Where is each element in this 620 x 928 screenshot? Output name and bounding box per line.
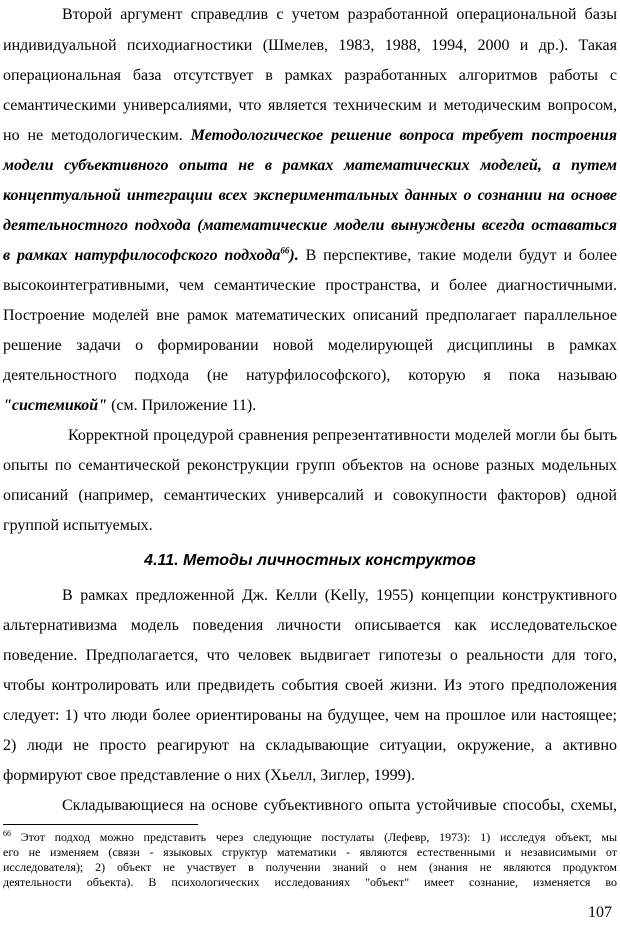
- paragraph-line: В рамках предложенной Дж. Келли (Kelly, 1955) концепции конструктивного: [62, 587, 617, 604]
- footnote-line: [3, 830, 617, 845]
- footnote-marker: 66: [3, 829, 11, 838]
- plain-text: В перспективе, такие модели будут и более: [298, 247, 617, 264]
- emphasis-line: деятельностного подхода (математические модели вынуждены всегда оставаться: [3, 217, 617, 234]
- emphasis-text: Методологическое решение вопроса требует построения: [190, 127, 617, 144]
- paragraph-line: высокоинтегративными, чем семантические пространства, и более диагностичными.: [3, 277, 617, 294]
- paragraph-line: деятельностного подхода (не натурфилософского), которую я пока называю: [3, 367, 617, 384]
- paragraph-line: альтернативизма модель поведения личности описывается как исследовательское: [3, 617, 617, 634]
- paragraph-line: описаний (например, семантических универсалий и совокупности факторов) одной: [3, 487, 617, 504]
- section-heading: 4.11. Методы личностных конструктов: [144, 552, 476, 569]
- paragraph-line: Построение моделей вне рамок математических описаний предполагает параллельное: [3, 307, 617, 324]
- paragraph-line: операциональная база отсутствует в рамках разработанных алгоритмов работы с: [3, 67, 617, 84]
- paragraph-line: группой испытуемых.: [3, 517, 153, 534]
- paragraph-line: следует: 1) что люди более ориентированы на будущее, чем на прошлое или настоящее;: [3, 707, 617, 724]
- paragraph-line: семантическими универсалиями, что является техническим и методическим вопросом,: [3, 97, 617, 114]
- paragraph-line: Второй аргумент справедлив с учетом разработанной операциональной базы: [62, 6, 617, 23]
- emphasis-text: в рамках натурфилософского подхода: [3, 247, 281, 264]
- footnote-separator: [3, 824, 198, 825]
- footnote-line: деятельности объекта). В психологических исследованиях "объект" имеет сознание, изменяется во: [3, 875, 617, 889]
- plain-text: (см. Приложение 11).: [107, 397, 257, 414]
- footnote-text: Этот подход можно представить через следующие постулаты (Лефевр, 1973): 1) исследуя объект, мы: [11, 830, 617, 844]
- footnote-line: его не изменяем (связи - языковых структур математики - являются естественными и независимыми от: [3, 845, 617, 859]
- paragraph-line: [3, 246, 617, 266]
- paragraph-line: решение задачи о формировании новой моделирующей дисциплины в рамках: [3, 337, 617, 354]
- emphasis-line: модели субъективного опыта не в рамках математических моделей, а путем: [3, 157, 617, 174]
- paragraph-line: [3, 126, 617, 146]
- paragraph-line: [3, 396, 617, 416]
- paragraph-line: формируют свое представление о них (Хьелл, Зиглер, 1999).: [3, 767, 415, 784]
- footnote-reference[interactable]: 66: [280, 245, 290, 256]
- paragraph-line: опыты по семантической реконструкции групп объектов на основе разных модельных: [3, 457, 617, 474]
- footnote-line: исследователя); 2) объект не участвует в получении знаний о нем (знания не являются продуктом: [3, 860, 617, 874]
- paragraph-line: поведение. Предполагается, что человек выдвигает гипотезы о реальности для того,: [3, 647, 617, 664]
- paragraph-line: Складывающиеся на основе субъективного опыта устойчивые способы, схемы,: [62, 797, 617, 814]
- page-number: 107: [588, 904, 612, 921]
- paragraph-line: чтобы контролировать или предвидеть события своей жизни. Из этого предположения: [3, 677, 617, 694]
- emphasis-text: ).: [289, 247, 299, 264]
- paragraph-line: 2) люди не просто реагируют на складывающие ситуации, окружение, а активно: [3, 737, 617, 754]
- paragraph-line: Корректной процедурой сравнения репрезентативности моделей могли бы быть: [68, 427, 617, 444]
- term-systemics: "системикой": [3, 397, 108, 414]
- emphasis-line: концептуальной интеграции всех экспериментальных данных о сознании на основе: [3, 187, 617, 204]
- paragraph-line: индивидуальной психодиагностики (Шмелев, 1983, 1988, 1994, 2000 и др.). Такая: [3, 37, 617, 54]
- plain-text: но не методологическим.: [3, 127, 191, 144]
